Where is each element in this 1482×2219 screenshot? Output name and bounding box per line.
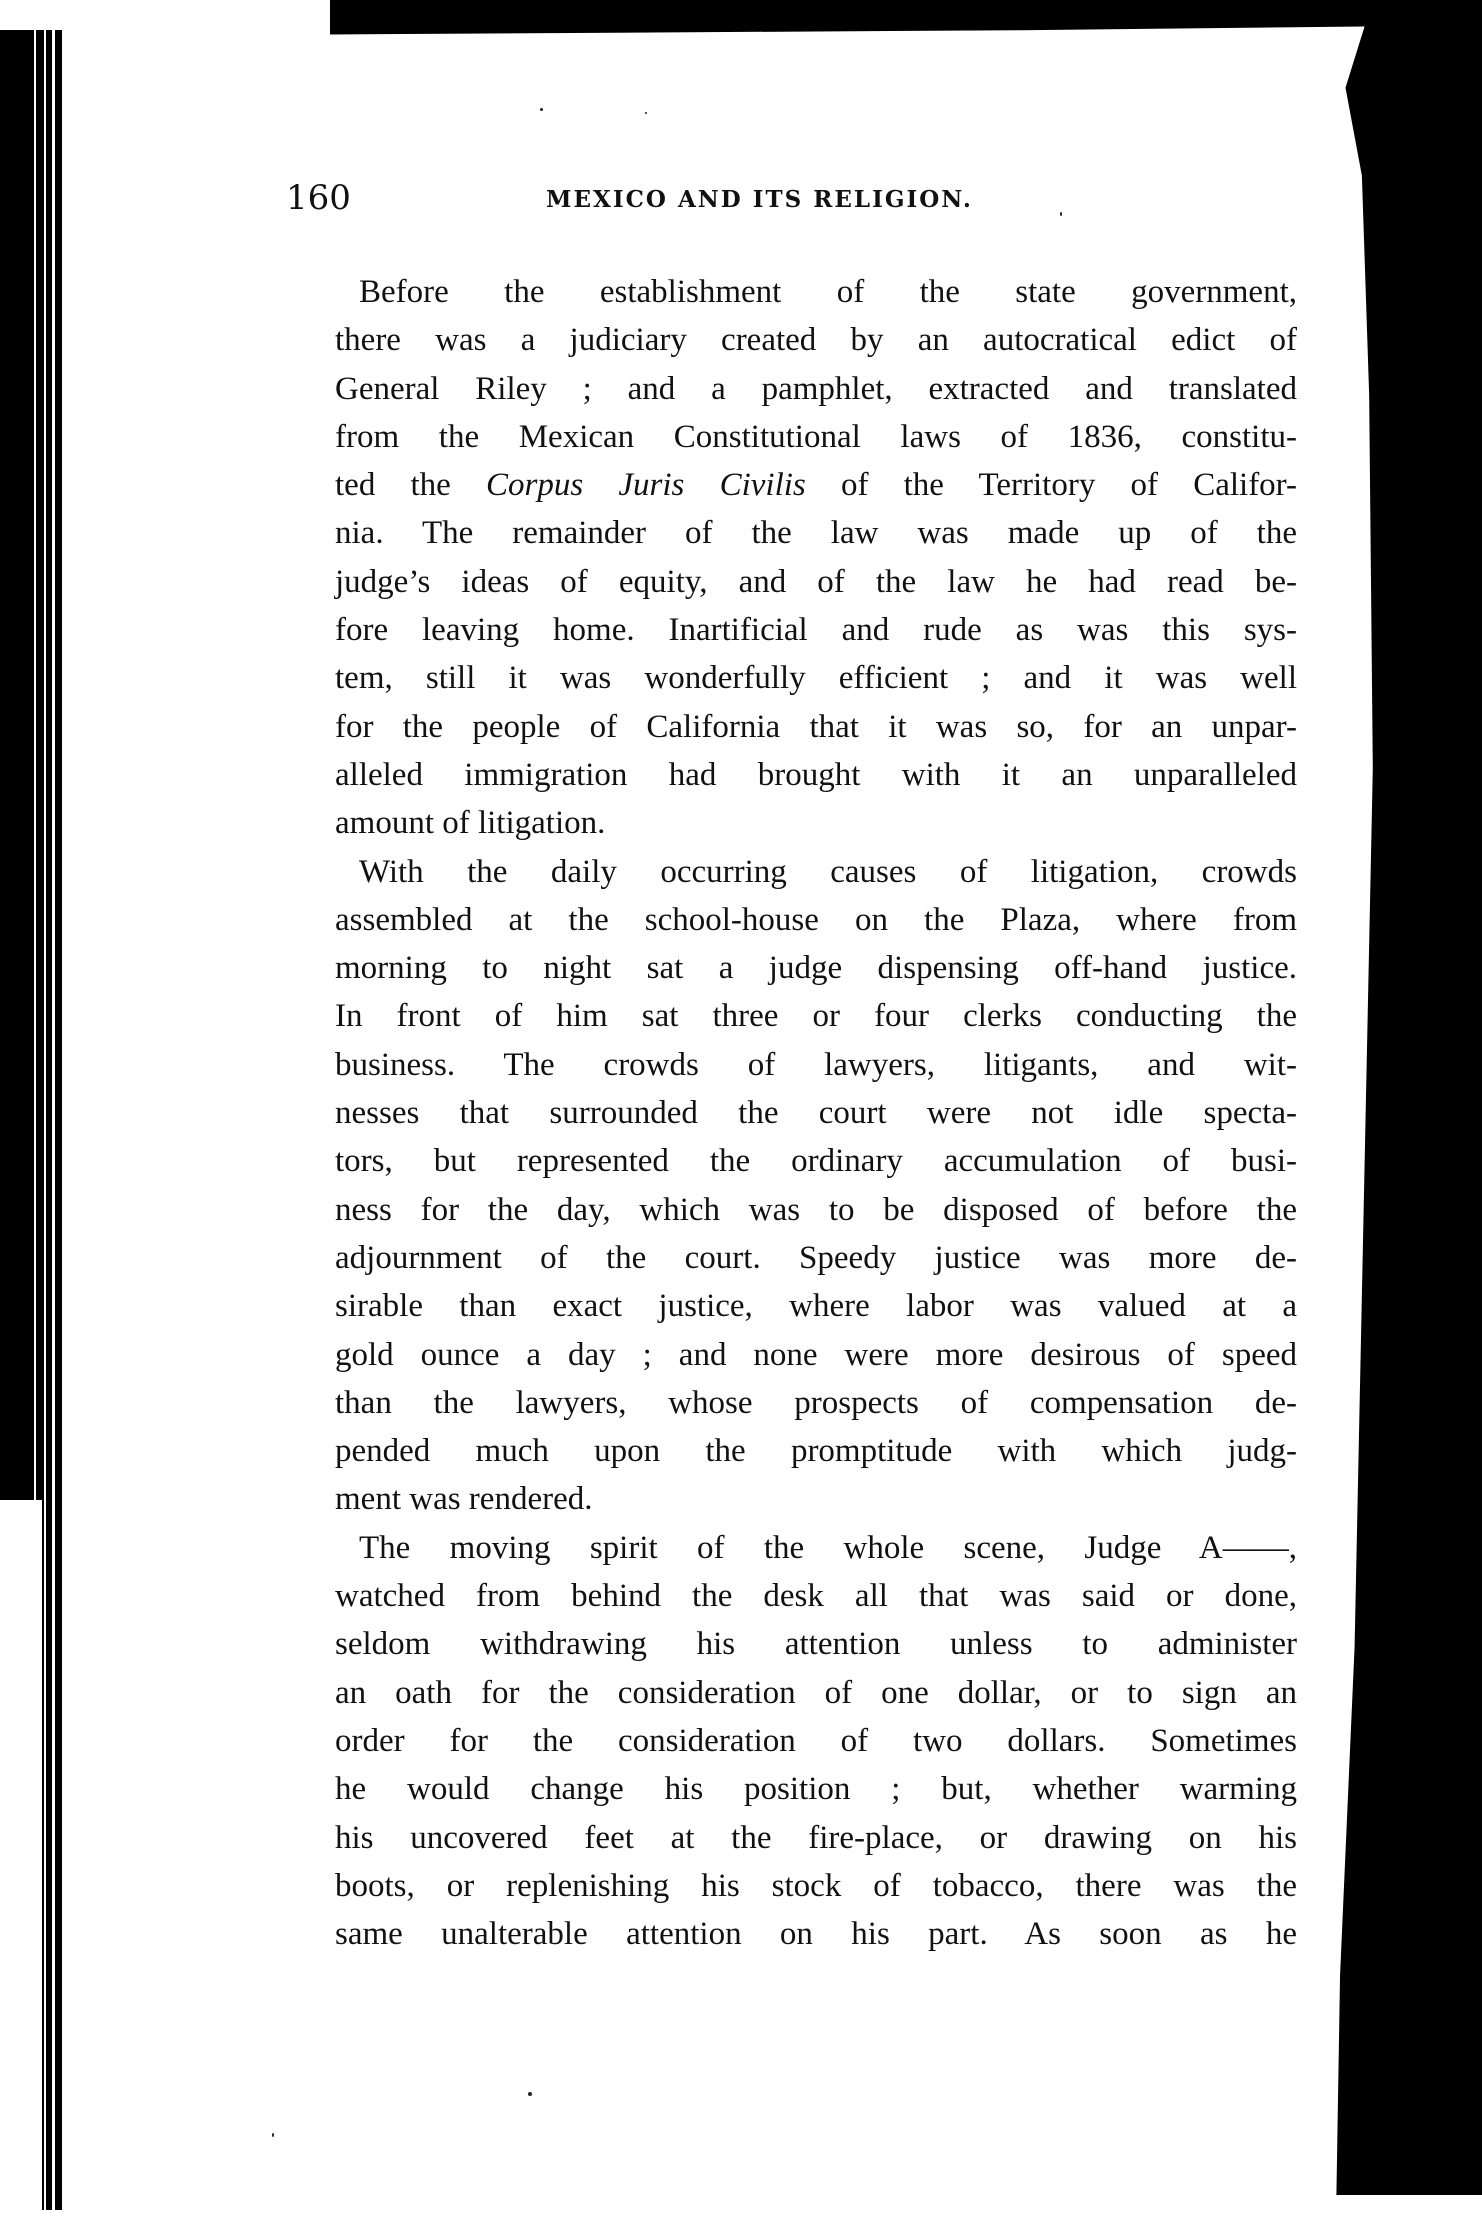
text-line: ment was rendered. xyxy=(335,1481,593,1518)
running-header xyxy=(286,178,1296,222)
text-line: tem, still it was wonderfully efficient ; and it was well xyxy=(335,660,1297,697)
page-number: 160 xyxy=(286,178,351,218)
text-line: nesses that surrounded the court were not idle specta- xyxy=(335,1095,1297,1132)
text-line: there was a judiciary created by an autocratical edict of xyxy=(335,322,1297,359)
text-line: Before the establishment of the state government, xyxy=(359,274,1297,310)
text-line: morning to night sat a judge dispensing off-hand justice. xyxy=(335,950,1297,987)
paragraph xyxy=(335,848,1297,1524)
text-line: General Riley ; and a pamphlet, extracted and translated xyxy=(335,370,1297,407)
text-line: from the Mexican Constitutional laws of 1836, constitu- xyxy=(335,418,1297,455)
text-line: adjournment of the court. Speedy justice was more de- xyxy=(335,1239,1297,1276)
text-line: his uncovered feet at the fire-place, or drawing on his xyxy=(335,1819,1297,1856)
text-line: an oath for the consideration of one dollar, or to sign an xyxy=(335,1674,1297,1711)
text-line: With the daily occurring causes of litigation, crowds xyxy=(359,853,1297,890)
running-title: MEXICO AND ITS RELIGION. xyxy=(546,186,973,213)
text-line: In front of him sat three or four clerks conducting the xyxy=(335,998,1297,1035)
text-line: for the people of California that it was so, for an unpar- xyxy=(335,708,1297,745)
text-line: business. The crowds of lawyers, litigants, and wit- xyxy=(335,1046,1297,1083)
body-text xyxy=(335,268,1297,1958)
text-line: fore leaving home. Inartificial and rude as was this sys- xyxy=(335,612,1297,649)
italic-phrase: Corpus Juris Civilis xyxy=(486,467,806,504)
paragraph xyxy=(335,1524,1297,1959)
text-line: watched from behind the desk all that was said or done, xyxy=(335,1578,1297,1615)
text-line: he would change his position ; but, whether warming xyxy=(335,1771,1297,1808)
text-line: same unalterable attention on his part. As soon as he xyxy=(335,1916,1297,1953)
text-line: gold ounce a day ; and none were more desirous of speed xyxy=(335,1336,1297,1373)
text-line: assembled at the school-house on the Plaza, where from xyxy=(335,901,1297,938)
text-line: pended much upon the promptitude with which judg- xyxy=(335,1433,1297,1470)
text-line: judge’s ideas of equity, and of the law he had read be- xyxy=(335,563,1297,600)
paragraph xyxy=(335,268,1297,848)
text-line: tors, but represented the ordinary accumulation of busi- xyxy=(335,1143,1297,1180)
text-line: The moving spirit of the whole scene, Judge A——, xyxy=(359,1529,1297,1566)
text-line: amount of litigation. xyxy=(335,805,606,842)
text-line: ted the Corpus Juris Civilis of the Territory of Califor- xyxy=(335,467,1297,504)
text-line: order for the consideration of two dollars. Sometimes xyxy=(335,1722,1297,1759)
text-line: alleled immigration had brought with it an unparalleled xyxy=(335,756,1297,793)
text-line: seldom withdrawing his attention unless to administer xyxy=(335,1626,1297,1663)
text-line: boots, or replenishing his stock of tobacco, there was the xyxy=(335,1867,1297,1904)
text-line: sirable than exact justice, where labor was valued at a xyxy=(335,1288,1297,1325)
text-line: than the lawyers, whose prospects of compensation de- xyxy=(335,1384,1297,1421)
text-line: nia. The remainder of the law was made up of the xyxy=(335,515,1297,552)
text-line: ness for the day, which was to be disposed of before the xyxy=(335,1191,1297,1228)
